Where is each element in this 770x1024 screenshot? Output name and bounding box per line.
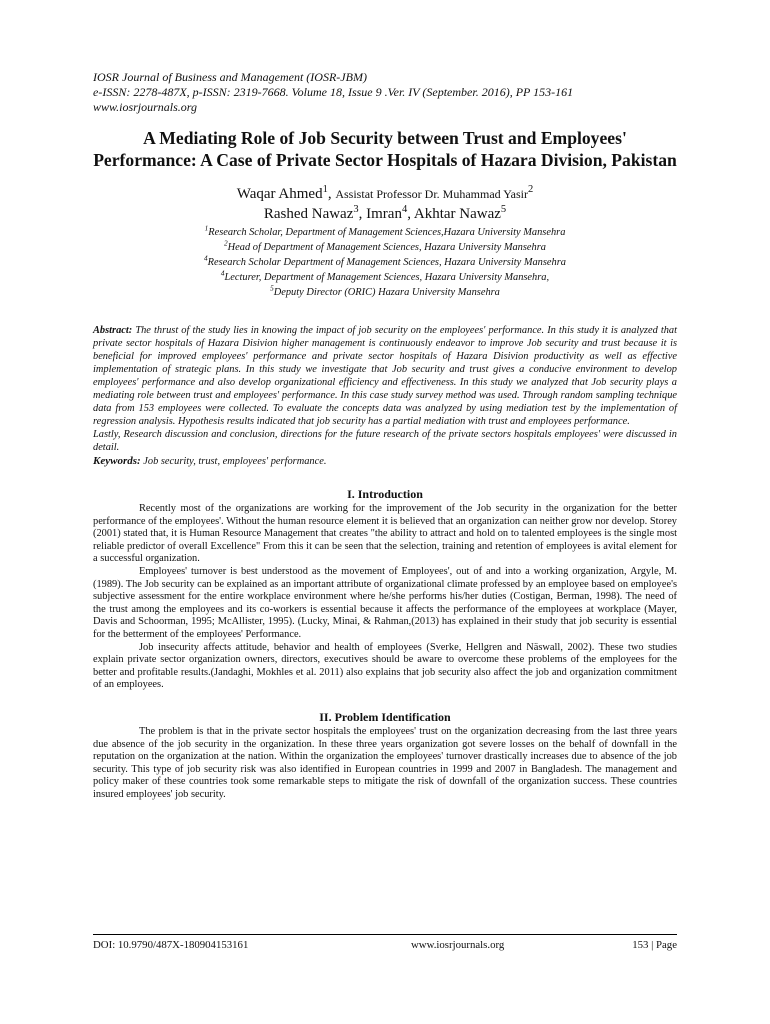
journal-name: IOSR Journal of Business and Management (IOSR-JBM) xyxy=(93,70,367,84)
affiliation-sup: 1 xyxy=(204,224,209,233)
affiliation-sup: 4 xyxy=(220,269,225,278)
author-name: Assistat Professor Dr. Muhammad Yasir xyxy=(335,187,529,201)
keywords-text: Job security, trust, employees' performance. xyxy=(140,456,327,467)
author-name: Rashed Nawaz xyxy=(263,206,354,222)
journal-issn: e-ISSN: 2278-487X, p-ISSN: 2319-7668. Volume 18, Issue 9 .Ver. IV (September. 2016), PP 153-161 xyxy=(93,85,574,99)
affiliation-text: Head of Department of Management Sciences, Hazara University Mansehra xyxy=(227,242,546,253)
affiliation-sup: 2 xyxy=(224,239,228,248)
abstract-label: Abstract: xyxy=(93,325,133,336)
footer-doi: DOI: 10.9790/487X-180904153161 xyxy=(93,939,249,951)
affiliation-list xyxy=(93,225,677,300)
author-line-2 xyxy=(93,204,677,224)
author-sep: , xyxy=(327,186,336,202)
abstract-text: The thrust of the study lies in knowing the impact of job security on the employees' performance. In this study it is analyzed that private sector hospitals of Hazara Disivion higher management is continuously endeavor to improve Job security and trust because it is beneficial for improved employees' performance and private sector hospitals of Hazara Disivion productivity as well as effective implementation of strategic plans. In this study we investigate that Job security and trust gives a conducive environment to develop employees' performance and also develop organizational efficiency and effectiveness. In this study we analyzed that Job security plays a mediating role between trust and employees' performance. In this case study survey method was used. Through random sampling technique data from 153 employees were collected. To evaluate the concepts data was analyzed by using mediation test by the implementation of regression analysis. Hypothesis results indicated that job security has a partial mediation with trust and employees performance. xyxy=(93,325,677,427)
affiliation xyxy=(93,240,677,255)
paper-body xyxy=(93,487,677,801)
keywords-label: Keywords: xyxy=(93,455,141,467)
author-sup: 2 xyxy=(528,184,534,195)
author-sup: 4 xyxy=(401,204,408,215)
affiliation-sup: 4 xyxy=(204,254,208,263)
affiliation-sup: 5 xyxy=(270,284,274,293)
affiliation xyxy=(93,285,677,300)
body-paragraph: The problem is that in the private sector hospitals the employees' trust on the organization decreasing from the last three years due absence of the job security in the organization. In these three years organization got severe losses on the behalf of downfall in the reputation on the organization at the nation. Within the organization the employees' turnover drastically increases due to absence of the job security. This type of job security risk was also identified in European countries in 1999 and 2007 in Bangladesh. The management and policy maker of these countries took some remarkable steps to mitigate the risk of downfall of the organization success. These countries insured employees' job security. xyxy=(93,725,677,800)
author-sup: 5 xyxy=(500,204,507,215)
author-name: , Imran xyxy=(358,206,402,222)
affiliation xyxy=(93,255,677,270)
body-paragraph: Employees' turnover is best understood as the movement of Employees', out of and into a working organization, Argyle, M. (1989). The Job security can be explained as an important attribute of organizational climate professed by an employee based on employee's subjective assessment for the entire workplace environment where he/she performs his/her duties (Costigan, Berman, 1998). The need of the trust among the employees and its co-workers is essential because it affects the performance of the employees at workplace (Mayer, Davis and Schoorman, 1995; McAllister, 1995). (Lucky, Minai, & Rahman,(2013) has explained in their study that job security is essential for the betterment of the employees' Performance. xyxy=(93,565,677,640)
affiliation xyxy=(93,225,677,240)
affiliation-text: Lecturer, Department of Management Sciences, Hazara University Mansehra, xyxy=(224,272,550,283)
keywords xyxy=(93,454,677,469)
author-sup: 1 xyxy=(322,184,328,195)
abstract-paragraph: Lastly, Research discussion and conclusion, directions for the future research of the private sectors hospitals employees' were discussed in detail. xyxy=(93,429,677,453)
body-paragraph: Job insecurity affects attitude, behavior and health of employees (Sverke, Hellgren and Näswall, 2002). These two studies explain private sector organization owners, directors, executives should be aware to overcome these problems of the employees for the better and profitable results.(Jandaghi, Mokhles et al. 2011) also explains that job security also affect the job and organization commitment of an employees. xyxy=(93,641,677,691)
author-name: , Akhtar Nawaz xyxy=(407,206,501,222)
abstract xyxy=(93,324,677,454)
abstract-paragraph xyxy=(93,324,677,428)
affiliation-text: Deputy Director (ORIC) Hazara University Mansehra xyxy=(273,287,500,298)
journal-header xyxy=(93,70,677,115)
author-name: Waqar Ahmed xyxy=(236,186,323,202)
footer-page-number: 153 | Page xyxy=(632,939,677,951)
affiliation xyxy=(93,270,677,285)
author-sup: 3 xyxy=(353,204,359,215)
section-heading: II. Problem Identification xyxy=(319,709,451,724)
footer-website: www.iosrjournals.org xyxy=(411,939,505,951)
affiliation-text: Research Scholar Department of Management Sciences, Hazara University Mansehra xyxy=(207,257,566,268)
paper-page xyxy=(93,70,677,801)
section-heading: I. Introduction xyxy=(347,487,423,501)
body-paragraph: Recently most of the organizations are working for the improvement of the Job security in the organization for the better performance of the employees'. Without the human resource element it is believed that an organization can neither grow nor develop. Storey (2001) stated that, it is Human Resource Management that creates "the ability to attract and hold on to talented employees is the single most reliable predictor of overall Excellence" From this it can be seen that the selection, training and retention of employees is avital element for a successful organization. xyxy=(93,503,677,565)
author-list xyxy=(93,184,677,224)
author-line-1 xyxy=(93,184,677,204)
affiliation-text: Research Scholar, Department of Management Sciences,Hazara University Mansehra xyxy=(208,227,566,238)
paper-title: A Mediating Role of Job Security between Trust and Employees' Performance: A Case of Private Sector Hospitals of Hazara Division, Pakistan xyxy=(93,128,677,170)
journal-website: www.iosrjournals.org xyxy=(93,100,198,114)
footer-rule xyxy=(93,934,677,935)
